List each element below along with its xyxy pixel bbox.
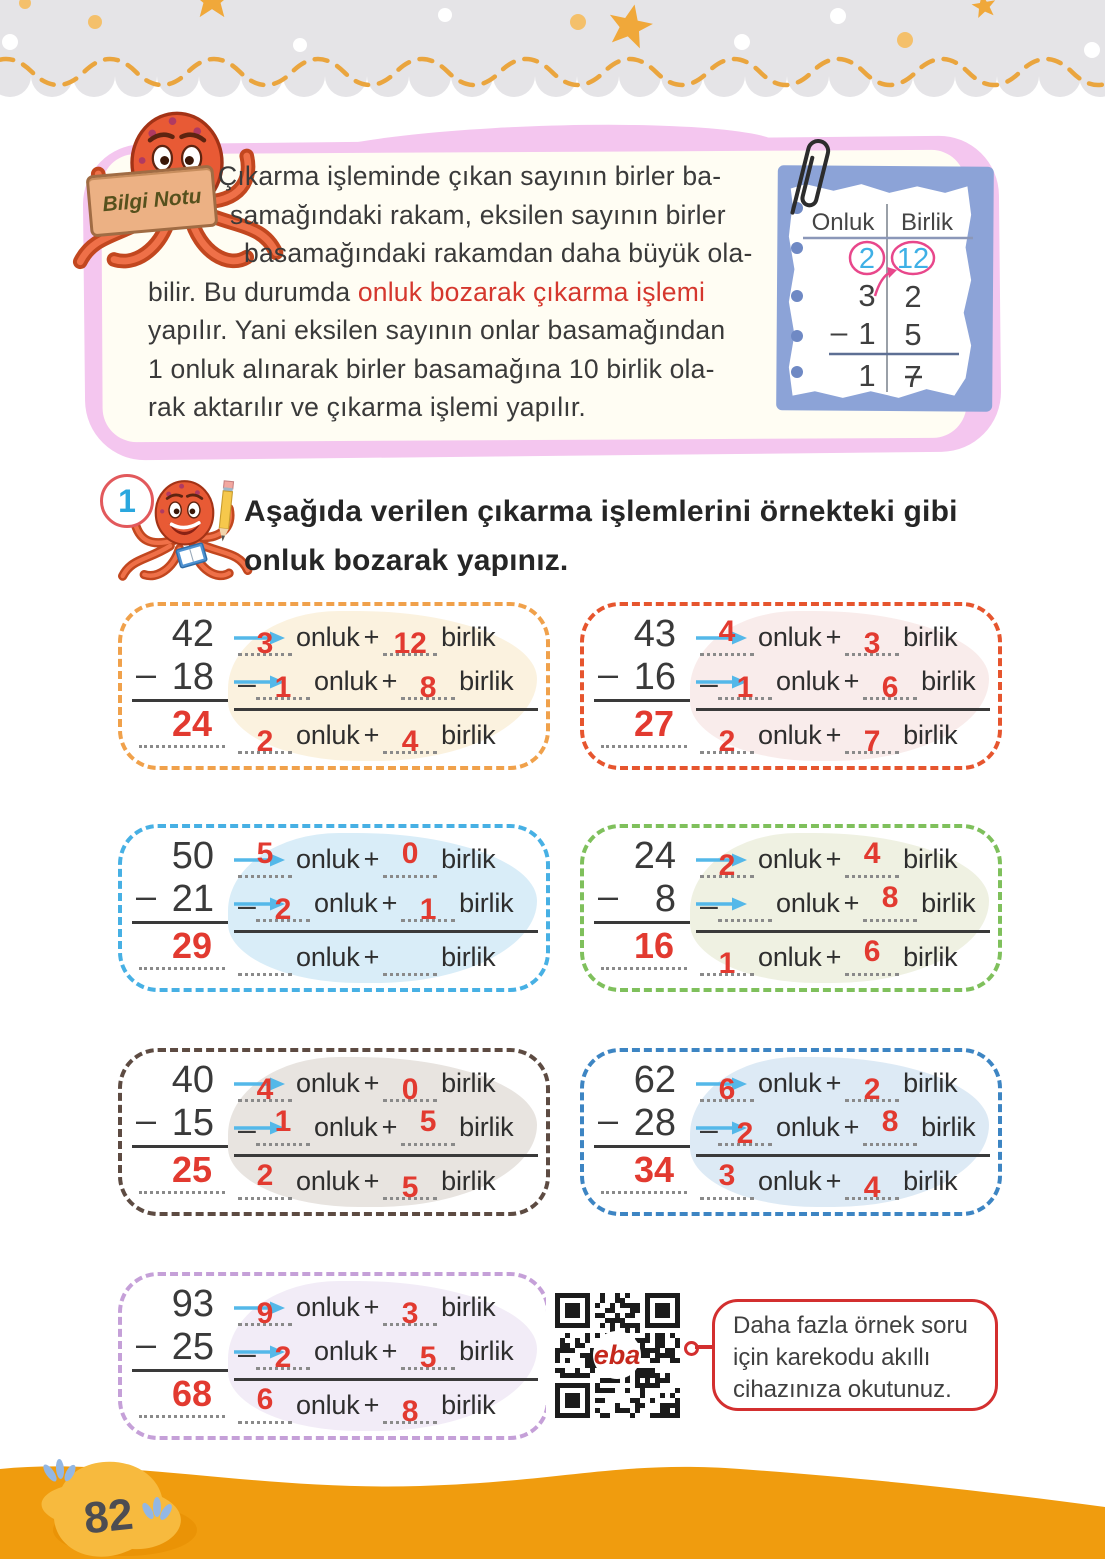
- info-note-line: [148, 350, 796, 389]
- ones-blank: [383, 1065, 437, 1106]
- expansion-row: [238, 1104, 538, 1146]
- plus-sign: +: [363, 1292, 380, 1322]
- info-note-text: [148, 157, 796, 427]
- minuend: 50: [171, 835, 214, 877]
- birlik-label: birlik: [903, 1068, 958, 1098]
- onluk-label: onluk: [296, 1166, 360, 1196]
- highlighted-term: onluk bozarak çıkarma işlemi: [357, 276, 706, 307]
- plus-sign: +: [843, 1112, 860, 1142]
- expansion-row: [700, 836, 990, 882]
- minus-sign: –: [136, 875, 157, 916]
- ones-blank: [845, 619, 899, 660]
- vertical-subtraction: [132, 612, 232, 748]
- paper-holes: [791, 202, 803, 378]
- expansion-row: [700, 1158, 990, 1204]
- tens-blank: [238, 619, 292, 660]
- result-answer: 27: [633, 703, 674, 744]
- result-answer: 16: [633, 925, 674, 966]
- ones-blank: [845, 1163, 899, 1204]
- qr-note-line-3: cihazınıza okutunuz.: [733, 1376, 952, 1403]
- subtrahend-row: [132, 653, 232, 698]
- vertical-subtraction: [594, 834, 694, 970]
- ones-answer: 8: [419, 671, 437, 704]
- difference-bar: [594, 1145, 690, 1148]
- minuend: 42: [171, 613, 214, 655]
- tens-blank: [718, 1109, 772, 1150]
- ones-answer: 8: [881, 1105, 899, 1138]
- birlik-label: birlik: [441, 1292, 496, 1322]
- borrowed-tens: 2: [858, 243, 876, 275]
- expansion-difference-bar: [234, 930, 538, 933]
- difference-bar: [132, 699, 228, 702]
- note-text-segment: 1 onluk alınarak birler basamağına 10 birlik ola-: [148, 353, 715, 384]
- minuend: 43: [633, 613, 676, 655]
- minuend: 62: [633, 1059, 676, 1101]
- problem-box: [118, 1048, 550, 1216]
- ones-answer: 5: [419, 1105, 437, 1138]
- minuend: 24: [633, 835, 676, 877]
- onluk-label: onluk: [314, 1336, 378, 1366]
- plus-sign: +: [363, 720, 380, 750]
- tens-answer: 9: [256, 1297, 274, 1330]
- ones-blank: [401, 1105, 455, 1146]
- plus-sign: +: [843, 888, 860, 918]
- tens-answer: 1: [718, 947, 736, 980]
- result-dotted-line: [601, 1190, 687, 1194]
- problem-box: [118, 1272, 550, 1440]
- ones-blank: [845, 717, 899, 758]
- footer-wave: [0, 1455, 1105, 1559]
- exercise-instruction: [244, 487, 1004, 585]
- tens-blank: [700, 615, 754, 656]
- expansion-row: [238, 1060, 538, 1106]
- subtrahend: 21: [171, 878, 214, 920]
- info-note-line: [148, 157, 796, 196]
- note-text-segment: Çıkarma işleminde çıkan sayının birler ba-: [218, 161, 722, 191]
- ones-blank: [863, 881, 917, 922]
- birlik-label: birlik: [441, 1068, 496, 1098]
- result-dotted-line: [601, 744, 687, 748]
- note-text-segment: basamağındaki rakamdan daha büyük ola-: [244, 238, 753, 268]
- example-minuend-ones: 2: [904, 279, 922, 314]
- ones-answer: 5: [401, 1171, 419, 1204]
- eba-logo: eba: [593, 1340, 641, 1370]
- tens-blank: [700, 841, 754, 882]
- expansion-row: [238, 658, 538, 704]
- exercise-number-badge: [100, 474, 154, 528]
- tens-blank: [238, 1159, 292, 1200]
- expansion-row: [700, 880, 990, 922]
- expansion-row: [700, 934, 990, 980]
- ones-blank: [383, 837, 437, 878]
- subtrahend: 15: [171, 1102, 214, 1144]
- tens-answer: 5: [256, 837, 274, 870]
- row-minus-sign: –: [238, 1111, 256, 1147]
- expansion-row: [700, 1060, 990, 1106]
- tens-answer: 2: [718, 849, 736, 882]
- plus-sign: +: [825, 720, 842, 750]
- ones-answer: 4: [863, 837, 881, 870]
- result-answer: 29: [171, 925, 212, 966]
- row-minus-sign: –: [238, 887, 256, 923]
- birlik-label: birlik: [903, 622, 958, 652]
- qr-code: [546, 1284, 688, 1426]
- example-minuend-tens: 3: [858, 278, 876, 313]
- exercise-number: 1: [118, 482, 136, 519]
- tens-blank: [256, 885, 310, 926]
- difference-bar: [132, 1369, 228, 1372]
- example-result-ones: 7: [904, 359, 922, 394]
- plus-sign: +: [363, 844, 380, 874]
- ones-blank: [383, 717, 437, 758]
- minus-sign: –: [598, 653, 619, 694]
- ones-answer: 2: [863, 1073, 881, 1106]
- problem-box: [580, 1048, 1002, 1216]
- info-note-line: [148, 273, 796, 312]
- subtrahend: 8: [654, 878, 676, 920]
- ones-blank: [845, 837, 899, 878]
- ones-answer: 1: [419, 893, 437, 926]
- ones-blank: [383, 1289, 437, 1330]
- scallop-edge: [0, 55, 1105, 97]
- expansion-difference-bar: [234, 1154, 538, 1157]
- row-minus-sign: –: [700, 887, 718, 923]
- tens-answer: 3: [256, 627, 274, 660]
- ones-blank: [845, 935, 899, 976]
- tens-blank: [256, 663, 310, 704]
- plus-sign: +: [825, 622, 842, 652]
- expansion-difference-bar: [696, 930, 990, 933]
- birlik-label: birlik: [441, 942, 496, 972]
- note-text-segment: samağındaki rakam, eksilen sayının birler: [230, 199, 726, 230]
- minuend: 93: [171, 1283, 214, 1325]
- page-number: 82: [81, 1489, 136, 1544]
- subtrahend: 18: [171, 656, 214, 698]
- onluk-label: onluk: [296, 1068, 360, 1098]
- birlik-label: birlik: [459, 1112, 514, 1142]
- plus-sign: +: [363, 1166, 380, 1196]
- subtrahend-row: [132, 1323, 232, 1368]
- expansion-row: [238, 880, 538, 926]
- result-dotted-line: [139, 1414, 225, 1418]
- subtrahend-row: [132, 1099, 232, 1144]
- expansion-difference-bar: [696, 1154, 990, 1157]
- problem-box: [580, 602, 1002, 770]
- onluk-label: onluk: [758, 1068, 822, 1098]
- birlik-label: birlik: [459, 666, 514, 696]
- borrowed-ones: 12: [896, 243, 930, 275]
- minus-sign: –: [136, 1323, 157, 1364]
- note-text-segment: bilir. Bu durumda: [148, 276, 358, 307]
- birlik-label: birlik: [441, 622, 496, 652]
- problem-box: [118, 824, 550, 992]
- tens-answer: 3: [718, 1159, 736, 1192]
- minus-sign: –: [136, 653, 157, 694]
- tens-answer: 2: [256, 725, 274, 758]
- tens-blank: [700, 939, 754, 980]
- expansion-row: [700, 658, 990, 704]
- info-note-line: [148, 311, 796, 350]
- result-dotted-line: [601, 966, 687, 970]
- expansion-row: [700, 614, 990, 660]
- ones-blank: [383, 619, 437, 660]
- plus-sign: +: [363, 622, 380, 652]
- subtrahend: 16: [633, 656, 676, 698]
- problem-box: [580, 824, 1002, 992]
- onluk-label: onluk: [758, 622, 822, 652]
- ones-answer: 3: [863, 627, 881, 660]
- ones-answer: 5: [419, 1341, 437, 1374]
- onluk-label: onluk: [296, 942, 360, 972]
- tens-answer: 2: [274, 893, 292, 926]
- ones-blank: [401, 1333, 455, 1374]
- tens-blank: [700, 1159, 754, 1200]
- row-minus-sign: –: [700, 665, 718, 701]
- expansion-difference-bar: [696, 708, 990, 711]
- tens-answer: 4: [718, 615, 736, 648]
- tens-blank: [238, 1383, 292, 1424]
- ones-answer: 0: [401, 1073, 419, 1106]
- birlik-label: birlik: [921, 1112, 976, 1142]
- onluk-label: onluk: [314, 1112, 378, 1142]
- onluk-label: onluk: [776, 1112, 840, 1142]
- subtrahend-row: [594, 653, 694, 698]
- difference-bar: [594, 921, 690, 924]
- plus-sign: +: [381, 888, 398, 918]
- tens-blank: [700, 1065, 754, 1106]
- ones-blank: [401, 885, 455, 926]
- problem-box: [118, 602, 550, 770]
- result-answer: 34: [633, 1149, 674, 1190]
- birlik-label: birlik: [441, 844, 496, 874]
- subtrahend-row: [594, 875, 694, 920]
- expansion-row: [700, 712, 990, 758]
- tens-answer: 1: [274, 671, 292, 704]
- tens-answer: 6: [256, 1383, 274, 1416]
- birlik-label: birlik: [459, 1336, 514, 1366]
- expansion-difference-bar: [234, 708, 538, 711]
- expansion-row: [238, 614, 538, 660]
- birlik-label: birlik: [903, 720, 958, 750]
- minus-sign: –: [598, 1099, 619, 1140]
- info-note-badge-label: Bilgi Notu: [101, 184, 203, 217]
- vertical-subtraction: [132, 1058, 232, 1194]
- plus-sign: +: [363, 1390, 380, 1420]
- header-decoration: [0, 0, 1105, 108]
- difference-bar: [132, 921, 228, 924]
- ones-answer: 4: [401, 725, 419, 758]
- ones-answer: 7: [863, 725, 881, 758]
- result-answer: 25: [171, 1149, 212, 1190]
- ones-blank: [383, 939, 437, 976]
- onluk-label: onluk: [296, 720, 360, 750]
- tens-answer: 2: [256, 1159, 274, 1192]
- tens-blank: [718, 663, 772, 704]
- onluk-label: onluk: [776, 888, 840, 918]
- subtrahend-row: [594, 1099, 694, 1144]
- difference-bar: [594, 699, 690, 702]
- tens-blank: [256, 1333, 310, 1374]
- subtrahend: 25: [171, 1326, 214, 1368]
- ones-answer: 8: [401, 1395, 419, 1428]
- expansion-row: [238, 1328, 538, 1374]
- tens-blank: [238, 837, 292, 878]
- ones-blank: [401, 663, 455, 704]
- expansion-row: [238, 836, 538, 878]
- info-note-line: [148, 234, 796, 273]
- birlik-label: birlik: [903, 1166, 958, 1196]
- ones-blank: [845, 1065, 899, 1106]
- row-minus-sign: –: [238, 665, 256, 701]
- birlik-label: birlik: [441, 1166, 496, 1196]
- onluk-label: onluk: [758, 844, 822, 874]
- tens-blank: [718, 885, 772, 922]
- onluk-label: onluk: [314, 888, 378, 918]
- tens-column-header: Onluk: [811, 209, 875, 236]
- tens-answer: 6: [718, 1073, 736, 1106]
- tens-answer: 2: [736, 1117, 754, 1150]
- vertical-subtraction: [594, 1058, 694, 1194]
- tens-answer: 1: [274, 1105, 292, 1138]
- subtrahend-row: [132, 875, 232, 920]
- instruction-line-2: onluk bozarak yapınız.: [244, 544, 569, 577]
- plus-sign: +: [825, 1068, 842, 1098]
- example-subtrahend-ones: 5: [904, 317, 922, 352]
- onluk-label: onluk: [296, 844, 360, 874]
- minus-sign: –: [598, 875, 619, 916]
- tens-answer: 2: [718, 725, 736, 758]
- plus-sign: +: [381, 1336, 398, 1366]
- onluk-label: onluk: [758, 720, 822, 750]
- onluk-label: onluk: [296, 622, 360, 652]
- result-answer: 68: [171, 1373, 212, 1414]
- onluk-label: onluk: [296, 1292, 360, 1322]
- tens-blank: [238, 1289, 292, 1330]
- plus-sign: +: [825, 844, 842, 874]
- row-minus-sign: –: [700, 1111, 718, 1147]
- birlik-label: birlik: [441, 1390, 496, 1420]
- tens-answer: 4: [256, 1073, 274, 1106]
- vertical-subtraction: [132, 1282, 232, 1418]
- ones-blank: [383, 1387, 437, 1428]
- difference-bar: [132, 1145, 228, 1148]
- tens-blank: [238, 1065, 292, 1106]
- note-text-segment: rak aktarılır ve çıkarma işlemi yapılır.: [148, 392, 586, 422]
- expansion-row: [238, 1158, 538, 1204]
- plus-sign: +: [363, 1068, 380, 1098]
- plus-sign: +: [825, 942, 842, 972]
- ones-blank: [863, 663, 917, 704]
- ones-answer: 0: [401, 837, 419, 870]
- vertical-subtraction: [132, 834, 232, 970]
- ones-answer: 6: [863, 935, 881, 968]
- minus-sign: –: [136, 1099, 157, 1140]
- tens-blank: [700, 717, 754, 758]
- birlik-label: birlik: [921, 888, 976, 918]
- onluk-label: onluk: [776, 666, 840, 696]
- result-dotted-line: [139, 744, 225, 748]
- ones-blank: [383, 1163, 437, 1204]
- expansion-row: [238, 934, 538, 976]
- row-minus-sign: –: [238, 1335, 256, 1371]
- ones-answer: 12: [393, 627, 427, 660]
- result-dotted-line: [139, 1190, 225, 1194]
- note-text-segment: yapılır. Yani eksilen sayının onlar basamağından: [148, 315, 726, 345]
- tens-blank: [238, 939, 292, 976]
- expansion-difference-bar: [234, 1378, 538, 1381]
- onluk-label: onluk: [314, 666, 378, 696]
- onluk-label: onluk: [296, 1390, 360, 1420]
- birlik-label: birlik: [903, 942, 958, 972]
- instruction-line-1: Aşağıda verilen çıkarma işlemlerini örnekteki gibi: [244, 495, 958, 528]
- qr-note-line-2: için karekodu akıllı: [733, 1344, 931, 1371]
- tens-blank: [238, 717, 292, 758]
- expansion-row: [238, 1284, 538, 1330]
- ones-answer: 6: [881, 671, 899, 704]
- ones-answer: 8: [881, 881, 899, 914]
- qr-callout: [712, 1299, 998, 1411]
- birlik-label: birlik: [459, 888, 514, 918]
- example-result-tens: 1: [858, 358, 876, 393]
- subtrahend: 28: [633, 1102, 676, 1144]
- expansion-row: [238, 712, 538, 758]
- plus-sign: +: [381, 1112, 398, 1142]
- birlik-label: birlik: [441, 720, 496, 750]
- result-dotted-line: [139, 966, 225, 970]
- onluk-label: onluk: [758, 1166, 822, 1196]
- info-note-line: [148, 196, 796, 235]
- minuend: 40: [171, 1059, 214, 1101]
- tens-answer: 2: [274, 1341, 292, 1374]
- result-answer: 24: [171, 703, 212, 744]
- tens-blank: [256, 1105, 310, 1146]
- plus-sign: +: [381, 666, 398, 696]
- birlik-label: birlik: [921, 666, 976, 696]
- vertical-subtraction: [594, 612, 694, 748]
- onluk-label: onluk: [758, 942, 822, 972]
- ones-blank: [863, 1105, 917, 1146]
- ones-answer: 3: [401, 1297, 419, 1330]
- plus-sign: +: [363, 942, 380, 972]
- ones-column-header: Birlik: [901, 209, 953, 236]
- expansion-row: [238, 1382, 538, 1428]
- example-subtrahend-tens: 1: [858, 316, 876, 351]
- example-minus-sign: –: [830, 316, 848, 349]
- qr-note-line-1: Daha fazla örnek soru: [733, 1312, 968, 1339]
- tens-answer: 1: [736, 671, 754, 704]
- expansion-row: [700, 1104, 990, 1150]
- plus-sign: +: [843, 666, 860, 696]
- info-note-line: [148, 388, 796, 427]
- ones-answer: 4: [863, 1171, 881, 1204]
- birlik-label: birlik: [903, 844, 958, 874]
- plus-sign: +: [825, 1166, 842, 1196]
